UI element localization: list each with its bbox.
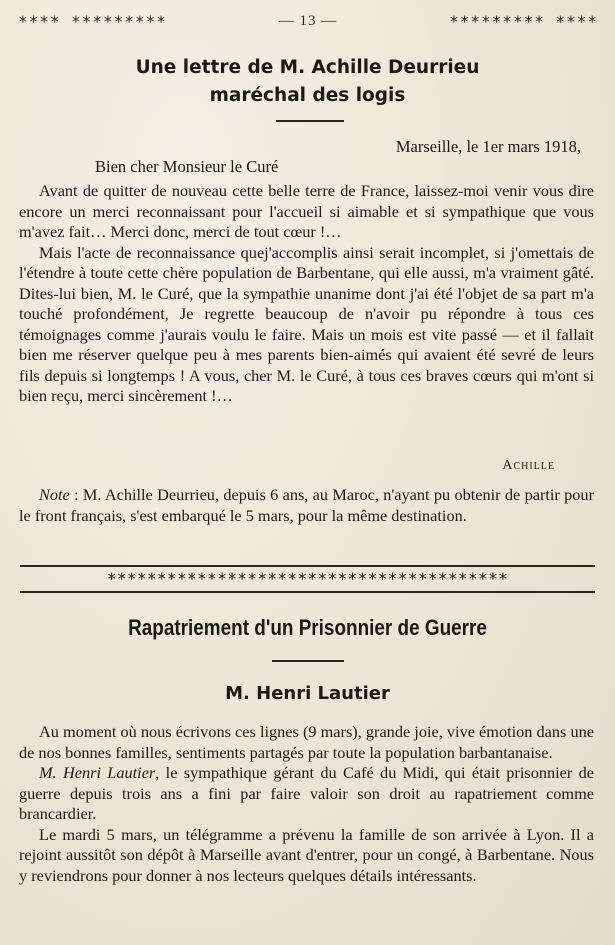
editor-note — [19, 485, 594, 526]
page-number: — 13 — — [278, 13, 338, 29]
letter-signature: Achille — [502, 458, 555, 473]
letter-paragraph: Avant de quitter de nouveau cette belle terre de France, laissez-moi venir vous dire encore un merci reconnaissant pour l'accueil si aimable et si sympathique que vous m'avez fait… Merci donc, merci de tout cœur !… — [19, 181, 594, 241]
article1-title — [0, 54, 615, 110]
letter-body — [19, 181, 594, 407]
article2-paragraph — [19, 763, 594, 825]
article2-subtitle: M. Henri Lautier — [225, 683, 390, 704]
article1-title-line1: Une lettre de M. Achille Deurrieu — [135, 57, 480, 78]
header-stars-left: **** ********* — [18, 12, 167, 31]
article2-paragraph: Le mardi 5 mars, un télégramme a prévenu la famille de son arrivée à Lyon. Il a rejoint aussitôt son dépôt à Marseille avant d'entrer, pour un congé, à Barbentane. Nous y reviendrons pour donner à nos lecteurs quelques détails intéressants. — [19, 824, 594, 885]
article2-paragraph: Au moment où nous écrivons ces lignes (9 mars), grande joie, vive émotion dans une de nos bonnes familles, sentiments partagés par toute la population barbantanaise. — [19, 722, 594, 762]
person-name: M. Henri Lautier — [39, 763, 156, 782]
letter-paragraph: Mais l'acte de reconnaissance quej'accomplis ainsi serait incomplet, si j'omettais de l'étendre à toute cette chère population de Barbentane, qui elle aussi, m'a vraiment gâté. Dites-lui bien, M. le Curé, que la sympathie unanime dont j'ai été l'objet de sa part m'a touché profondément, Je regrette beaucoup de n'avoir pu répondre à tous ces témoignages comme j'aurais voulu le faire. Mais un mois est vite passé — et il fallait bien me réserver quelque peu à mes parents bien-aimés qui avaient été sevré de leurs fils depuis si longtemps ! A vous, cher M. le Curé, à tous ces braves cœurs qui m'ont si bien reçu, merci sincèrement !… — [19, 242, 594, 405]
article1-title-line2: maréchal des logis — [209, 85, 406, 106]
article2-title: Rapatriement d'un Prisonnier de Guerre — [128, 615, 487, 640]
note-label: Note — [39, 485, 70, 504]
title2-divider — [272, 660, 344, 662]
article2-paragraph-text: , le sympathique gérant du Café du Midi, qui était prisonnier de guerre depuis trois ans a fini par faire valoir son droit au rapatriement comme brancardier. — [19, 763, 595, 823]
page-header — [18, 12, 598, 31]
title-divider — [276, 120, 344, 122]
note-text: : M. Achille Deurrieu, depuis 6 ans, au Maroc, n'ayant pu obtenir de partir pour le front français, s'est embarqué le 5 mars, pour la même destination. — [19, 485, 594, 525]
article2-body — [19, 722, 594, 886]
star-separator: **************************************** — [20, 565, 595, 593]
salutation: Bien cher Monsieur le Curé — [95, 157, 279, 176]
dateline: Marseille, le 1er mars 1918, — [395, 137, 581, 156]
header-stars-right: ********* **** — [449, 12, 598, 31]
